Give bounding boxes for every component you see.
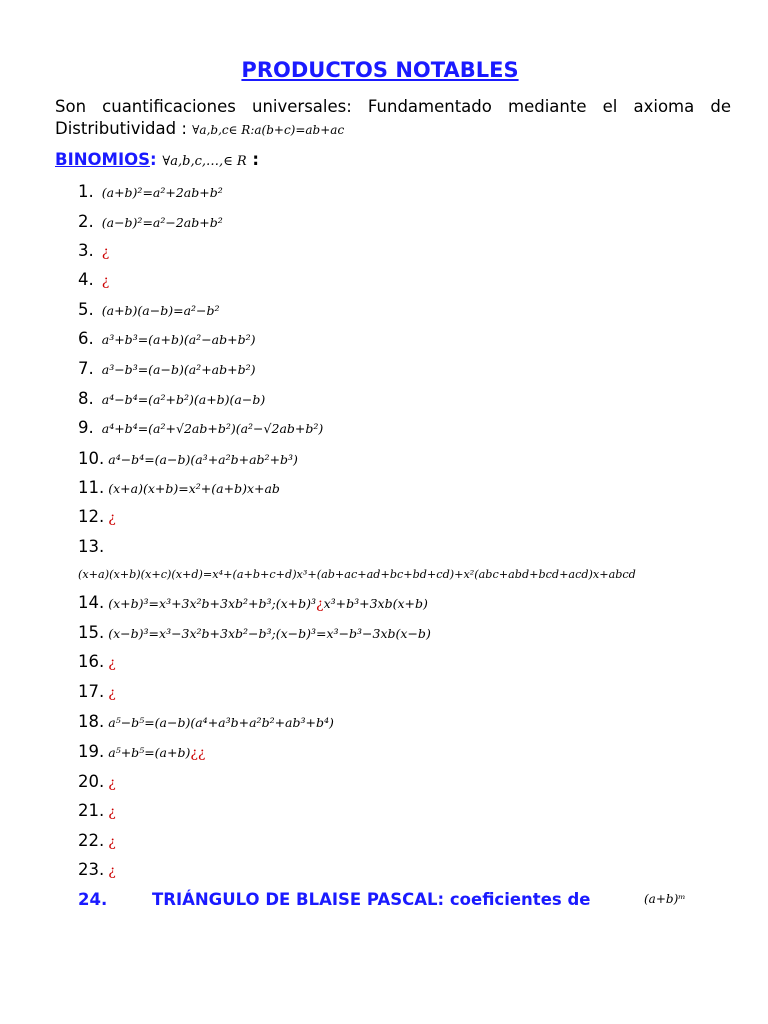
list-item [78, 623, 431, 642]
item-formula: a³+b³=(a+b)(a²−ab+b²) [101, 332, 256, 347]
item-formula: a⁵+b⁵=(a+b) [108, 745, 191, 760]
item-placeholder-mark: ¿ [101, 244, 110, 260]
item-placeholder-mark: ¿ [108, 685, 116, 701]
list-item [78, 300, 220, 319]
list-item [78, 860, 116, 879]
item-placeholder-mark: ¿ [108, 834, 116, 850]
list-item [78, 270, 109, 289]
list-item [78, 389, 265, 408]
list-item [78, 801, 116, 820]
list-item [78, 712, 334, 731]
list-item [78, 418, 323, 437]
item-number: 1. [78, 182, 94, 201]
item-formula: (x−b)³=x³−3x²b+3xb²−b³;(x−b)³=x³−b³−3xb(x−b) [108, 626, 431, 641]
item-formula: a³−b³=(a−b)(a²+ab+b²) [101, 362, 256, 377]
item-number: 5. [78, 300, 94, 319]
item-placeholder-mark: ¿¿ [190, 745, 206, 761]
list-item [78, 537, 108, 556]
distributivity-formula: ∀a,b,c∈ R:a(b+c)=ab+ac [192, 123, 345, 137]
item-formula: a⁵−b⁵=(a−b)(a⁴+a³b+a²b²+ab³+b⁴) [108, 715, 334, 730]
item-placeholder-mark: ¿ [108, 655, 116, 671]
item-number: 18. [78, 712, 105, 731]
item-number: 16. [78, 652, 105, 671]
item-placeholder-mark: ¿ [108, 510, 116, 526]
list-item [78, 507, 116, 526]
item-number: 17. [78, 682, 105, 701]
item-number: 4. [78, 270, 94, 289]
binomios-colon: : [150, 150, 157, 169]
item-formula: (x+a)(x+b)=x²+(a+b)x+ab [108, 481, 280, 496]
item-formula: a⁴+b⁴=(a²+√2ab+b²)(a²−√2ab+b²) [101, 421, 324, 436]
pascal-number: 24. [78, 890, 108, 909]
list-item [78, 682, 116, 701]
item-formula: (x+b)³=x³+3x²b+3xb²+b³;(x+b)³ [108, 596, 317, 611]
binomios-end: : [252, 150, 260, 169]
item-number: 7. [78, 359, 94, 378]
item-number: 10. [78, 449, 105, 468]
item-number: 23. [78, 860, 105, 879]
intro-text: Son cuantificaciones universales: Fundamentado mediante el axioma de Distributividad : [55, 97, 731, 138]
item-placeholder-mark: ¿ [108, 863, 116, 879]
item-formula: a⁴−b⁴=(a²+b²)(a+b)(a−b) [101, 392, 266, 407]
item-formula: (a+b)(a−b)=a²−b² [101, 303, 220, 318]
item-number: 12. [78, 507, 105, 526]
pascal-formula: (a+b)ᵐ [644, 892, 686, 906]
list-item [78, 772, 116, 791]
item-formula: (a−b)²=a²−2ab+b² [101, 215, 223, 230]
list-item [78, 478, 280, 497]
list-item [78, 652, 116, 671]
item-placeholder-mark: ¿ [101, 273, 110, 289]
item-formula: a⁴−b⁴=(a−b)(a³+a²b+ab²+b³) [108, 452, 298, 467]
item-number: 13. [78, 537, 105, 556]
item-placeholder-mark: ¿ [108, 775, 116, 791]
intro-paragraph [55, 96, 731, 141]
item-formula: (a+b)²=a²+2ab+b² [101, 185, 223, 200]
item-number: 19. [78, 742, 105, 761]
item-number: 6. [78, 329, 94, 348]
item-number: 11. [78, 478, 105, 497]
binomios-formula: ∀a,b,c,…,∈ R [162, 154, 247, 169]
list-item [78, 593, 428, 612]
item-13-formula: (x+a)(x+b)(x+c)(x+d)=x⁴+(a+b+c+d)x³+(ab+ac+ad+bc+bd+cd)+x²(abc+abd+bcd+acd)x+abcd [78, 568, 636, 581]
item-formula-continued: x³+b³+3xb(x+b) [323, 596, 428, 611]
binomios-heading [55, 150, 259, 169]
list-item [78, 742, 205, 761]
item-number: 2. [78, 212, 94, 231]
item-placeholder-mark: ¿ [108, 804, 116, 820]
item-number: 15. [78, 623, 105, 642]
list-item [78, 359, 256, 378]
item-number: 9. [78, 418, 94, 437]
pascal-triangle-item [78, 890, 686, 909]
pascal-text: TRIÁNGULO DE BLAISE PASCAL: coeficientes de [152, 890, 591, 909]
list-item [78, 212, 223, 231]
item-number: 21. [78, 801, 105, 820]
page-title: PRODUCTOS NOTABLES [241, 58, 519, 82]
item-number: 20. [78, 772, 105, 791]
list-item [78, 449, 298, 468]
item-placeholder-mark: ¿ [316, 596, 324, 612]
list-item [78, 241, 109, 260]
item-number: 3. [78, 241, 94, 260]
list-item [78, 831, 116, 850]
list-item [78, 329, 256, 348]
item-number: 8. [78, 389, 94, 408]
item-number: 14. [78, 593, 105, 612]
list-item [78, 182, 223, 201]
binomios-label: BINOMIOS [55, 150, 151, 169]
item-number: 22. [78, 831, 105, 850]
